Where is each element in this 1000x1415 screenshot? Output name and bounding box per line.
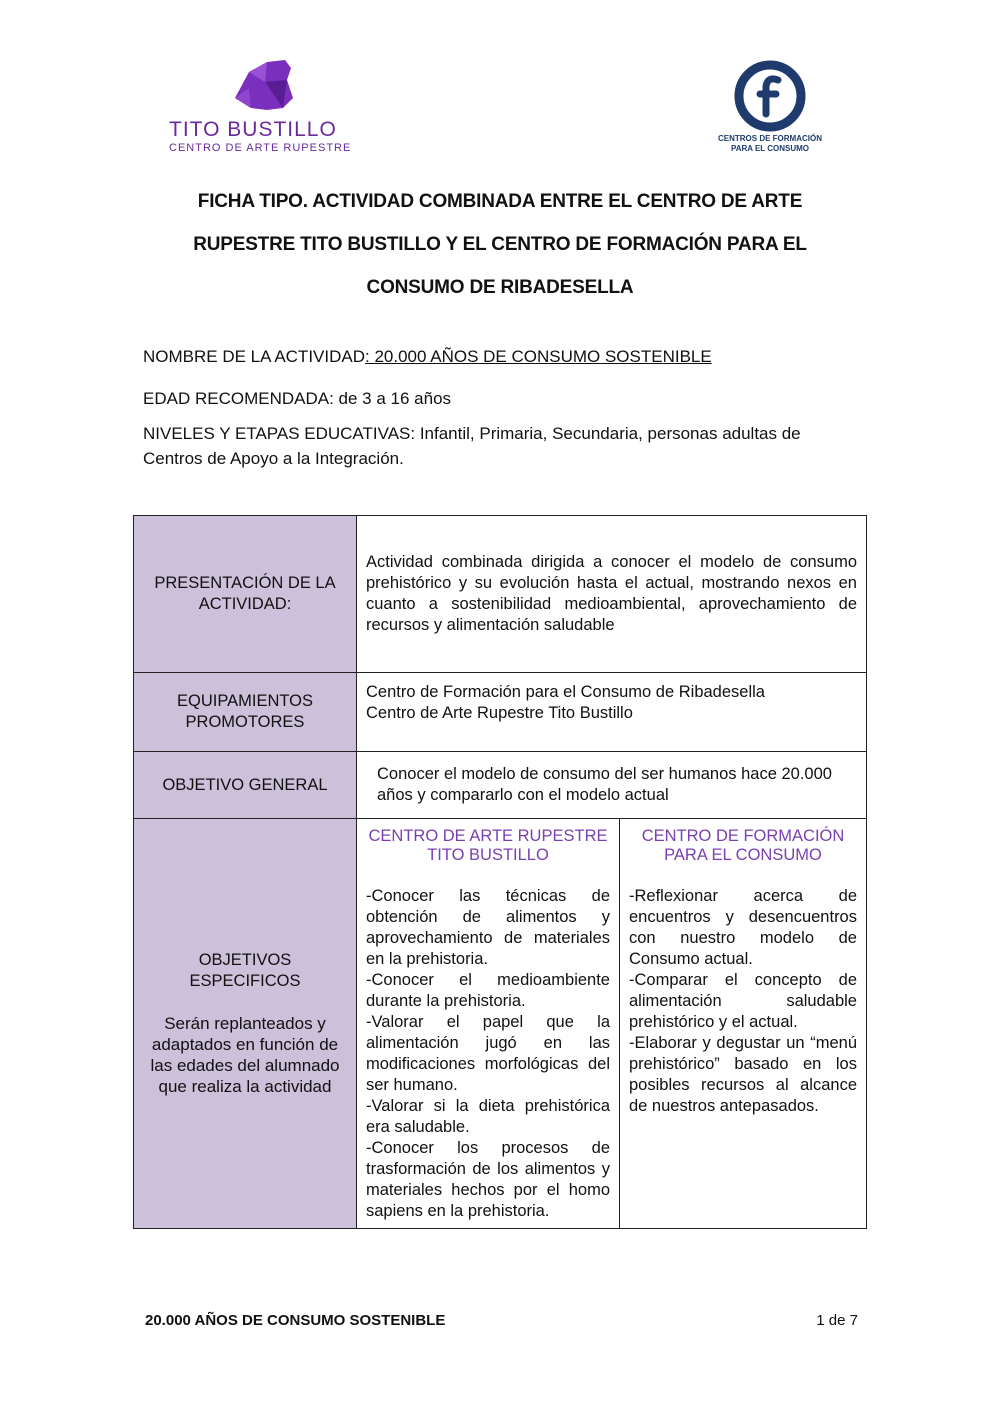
footer-title: 20.000 AÑOS DE CONSUMO SOSTENIBLE [145,1312,446,1329]
col2-head: CENTRO DE FORMACIÓN PARA EL CONSUMO [641,827,845,864]
page-number: 1 de 7 [816,1312,858,1329]
objetivo-general-text: Conocer el modelo de consumo del ser humanos hace 20.000 años y compararlo con el modelo actual [377,765,832,804]
col1-item: -Conocer el medioambiente durante la prehistoria. [366,971,610,1010]
col1-item: -Conocer los procesos de trasformación de los alimentos y materiales hechos por el homo sapiens en la prehistoria. [366,1139,610,1220]
presentacion-label: PRESENTACIÓN DE LA ACTIVIDAD: [154,574,336,613]
col1-list [357,865,619,1228]
col2-item: -Comparar el concepto de alimentación saludable prehistórico y el actual. [629,971,857,1031]
presentacion-text: Actividad combinada dirigida a conocer el modelo de consumo prehistórico y su evolución hasta el actual, mostrando nexos en cuanto a sostenibilidad medioambiental, aprovechamiento de recursos y alimentación saludable [366,553,857,634]
activity-name-value: : 20.000 AÑOS DE CONSUMO SOSTENIBLE [365,347,712,366]
cf-circle-icon [732,58,808,134]
objetivos-especificos-note: Serán replanteados y adaptados en función de las edades del alumnado que realiza la actividad [150,1014,340,1096]
title-line-2: RUPESTRE TITO BUSTILLO Y EL CENTRO DE FORMACIÓN PARA EL [193,234,807,255]
objetivos-especificos-label-cell [134,819,357,1229]
objetivo-general-text-cell [357,752,867,819]
document-title [130,180,870,309]
col2-item: -Reflexionar acerca de encuentros y desencuentros con nuestro modelo de Consumo actual. [629,887,857,968]
presentacion-text-cell [357,516,867,673]
col2-list [620,865,866,1123]
row-presentacion [134,516,867,673]
logo-right-line2: PARA EL CONSUMO [730,144,810,153]
row-equipamientos [134,673,867,752]
logo-left-subtitle: CENTRO DE ARTE RUPESTRE [169,142,352,154]
presentacion-label-cell [134,516,357,673]
col1-head: CENTRO DE ARTE RUPESTRE TITO BUSTILLO [368,827,608,864]
col2-cell [620,819,867,1229]
levels-label: NIVELES Y ETAPAS EDUCATIVAS: [143,424,416,443]
objetivo-general-label-cell [134,752,357,819]
logo-right-line1: CENTROS DE FORMACIÓN [718,134,822,143]
col1-item: -Conocer las técnicas de obtención de alimentos y aprovechamiento de materiales en la prehistoria. [366,887,610,968]
equipamientos-line-2: Centro de Arte Rupestre Tito Bustillo [366,704,633,722]
row-objetivo-general [134,752,867,819]
title-line-1: FICHA TIPO. ACTIVIDAD COMBINADA ENTRE EL CENTRO DE ARTE [197,191,803,212]
age-label: EDAD RECOMENDADA: [143,389,334,408]
equipamientos-label-cell [134,673,357,752]
row-objetivos-especificos [134,819,867,1229]
col1-item: -Valorar si la dieta prehistórica era saludable. [366,1097,610,1136]
col2-item: -Elaborar y degustar un “menú prehistórico” basado en los posibles recursos al alcance de nuestros antepasados. [629,1034,857,1115]
centros-formacion-logo [695,58,845,168]
objetivos-especificos-label: OBJETIVOS ESPECIFICOS [189,951,301,990]
levels-field [143,421,863,471]
activity-name-field [143,344,712,369]
col1-cell [357,819,620,1229]
activity-table [133,515,867,1229]
col1-item: -Valorar el papel que la alimentación jugó en las modificaciones morfológicas del ser humano. [366,1013,610,1094]
equipamientos-text-cell [357,673,867,752]
tito-bustillo-logo [165,58,365,158]
equipamientos-label: EQUIPAMIENTOS PROMOTORES [177,692,313,731]
horse-head-icon [227,58,297,113]
equipamientos-line-1: Centro de Formación para el Consumo de Ribadesella [366,683,765,701]
title-line-3: CONSUMO DE RIBADESELLA [366,277,634,298]
objetivo-general-label: OBJETIVO GENERAL [162,775,328,794]
levels-value: Infantil, Primaria, Secundaria, personas adultas de Centros de Apoyo a la Integración. [143,424,801,468]
age-value: de 3 a 16 años [333,389,452,408]
activity-name-label: NOMBRE DE LA ACTIVIDAD [143,347,365,366]
logo-left-name: TITO BUSTILLO [169,118,337,141]
age-field [143,386,451,411]
